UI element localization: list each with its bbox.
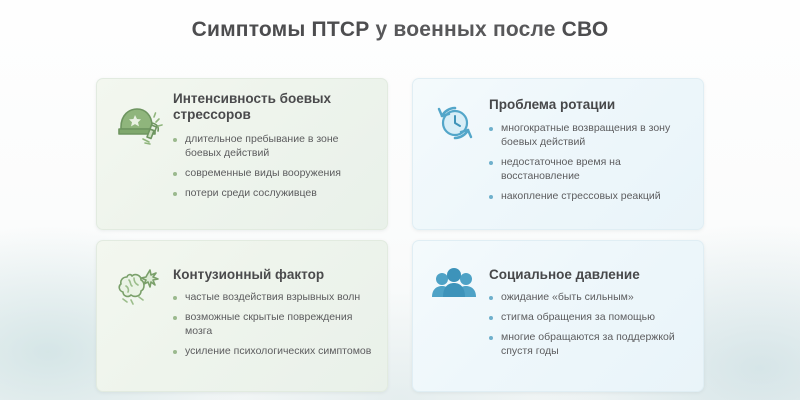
- card-bullet-list: [489, 291, 691, 358]
- card-body: [489, 253, 691, 381]
- cards-grid: [96, 78, 704, 392]
- card-rotation-problem[interactable]: [412, 78, 704, 230]
- card-body: [173, 253, 375, 381]
- page-title-part3: СВО: [561, 18, 609, 41]
- list-item: многие обращаются за поддержкой спустя годы: [489, 331, 691, 359]
- card-bullet-list: [173, 291, 375, 358]
- list-item: длительное пребывание в зоне боевых действий: [173, 133, 375, 161]
- list-item: многократные возвращения в зону боевых действий: [489, 122, 691, 150]
- list-item: возможные скрытые повреждения мозга: [173, 311, 375, 339]
- list-item: частые воздействия взрывных волн: [173, 291, 375, 305]
- card-heading: Социальное давление: [489, 267, 640, 282]
- list-item: потери среди сослуживцев: [173, 187, 375, 201]
- brain-blast-icon: [109, 255, 167, 313]
- card-heading: Проблема ротации: [489, 97, 616, 112]
- card-concussion-factor[interactable]: [96, 240, 388, 392]
- list-item: стигма обращения за помощью: [489, 311, 691, 325]
- list-item: недостаточное время на восстановление: [489, 156, 691, 184]
- card-heading: Интенсивность боевых стрессоров: [173, 91, 332, 123]
- card-body: [489, 91, 691, 219]
- list-item: накопление стрессовых реакций: [489, 190, 691, 204]
- page-title-part2: у военных после: [369, 18, 562, 41]
- list-item: современные виды вооружения: [173, 167, 375, 181]
- list-item: ожидание «быть сильным»: [489, 291, 691, 305]
- helmet-icon: [109, 93, 167, 151]
- list-item: усиление психологических симптомов: [173, 345, 375, 359]
- card-heading: Контузионный фактор: [173, 267, 325, 282]
- card-bullet-list: [173, 133, 375, 200]
- card-body: [173, 91, 375, 219]
- page-title: [0, 18, 800, 42]
- clock-rotation-icon: [425, 93, 483, 151]
- people-group-icon: [425, 255, 483, 313]
- card-bullet-list: [489, 122, 691, 203]
- card-social-pressure[interactable]: [412, 240, 704, 392]
- card-intensity-of-combat-stressors[interactable]: [96, 78, 388, 230]
- page-title-part1: Симптомы ПТСР: [191, 18, 370, 41]
